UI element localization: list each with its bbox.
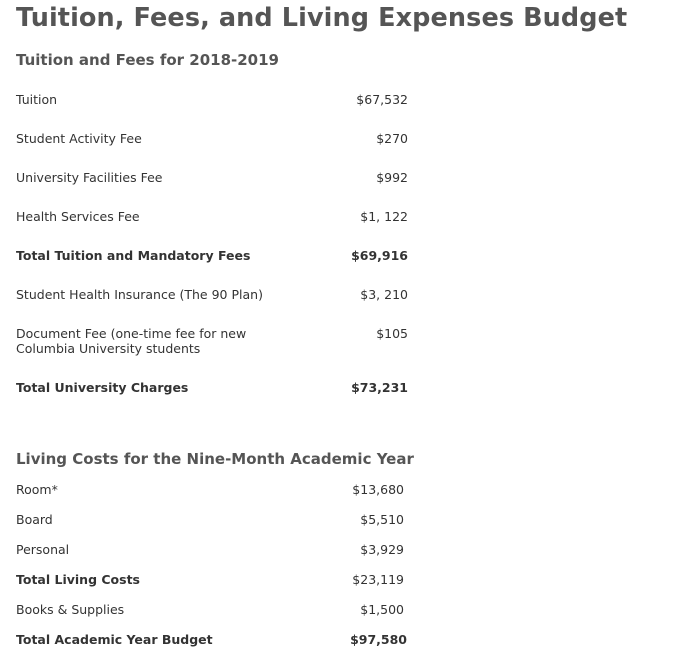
fee-label: Board xyxy=(16,512,53,527)
fee-label: University Facilities Fee xyxy=(16,170,163,185)
fee-label: Document Fee (one-time fee for new Columbia University students xyxy=(16,326,247,356)
tuition-section-heading: Tuition and Fees for 2018-2019 xyxy=(16,51,279,69)
fee-amount: $67,532 xyxy=(356,92,408,107)
fee-label: Room* xyxy=(16,482,58,497)
fee-label: Student Health Insurance (The 90 Plan) xyxy=(16,287,263,302)
fee-label: Total Tuition and Mandatory Fees xyxy=(16,248,251,263)
fee-amount: $270 xyxy=(376,131,408,146)
fee-amount: $5,510 xyxy=(360,512,404,527)
fee-label: Health Services Fee xyxy=(16,209,140,224)
fee-amount: $3, 210 xyxy=(360,287,408,302)
fee-label: Books & Supplies xyxy=(16,602,125,617)
fee-amount: $23,119 xyxy=(352,572,404,587)
fee-amount: $73,231 xyxy=(351,380,408,395)
living-section-heading: Living Costs for the Nine-Month Academic Year xyxy=(16,450,414,468)
fee-amount: $69,916 xyxy=(351,248,408,263)
fee-amount: $3,929 xyxy=(360,542,404,557)
fee-amount: $13,680 xyxy=(352,482,404,497)
fee-amount: $105 xyxy=(376,326,408,341)
fee-label: Total Living Costs xyxy=(16,572,140,587)
page-title: Tuition, Fees, and Living Expenses Budget xyxy=(16,3,628,33)
fee-label: Total University Charges xyxy=(16,380,189,395)
fee-label: Tuition xyxy=(16,92,58,107)
fee-amount: $1,500 xyxy=(360,602,404,617)
fee-amount: $1, 122 xyxy=(360,209,408,224)
fee-amount: $97,580 xyxy=(350,632,407,647)
fee-label: Total Academic Year Budget xyxy=(16,632,213,647)
fee-amount: $992 xyxy=(376,170,408,185)
fee-label: Personal xyxy=(16,542,70,557)
fee-label: Student Activity Fee xyxy=(16,131,142,146)
